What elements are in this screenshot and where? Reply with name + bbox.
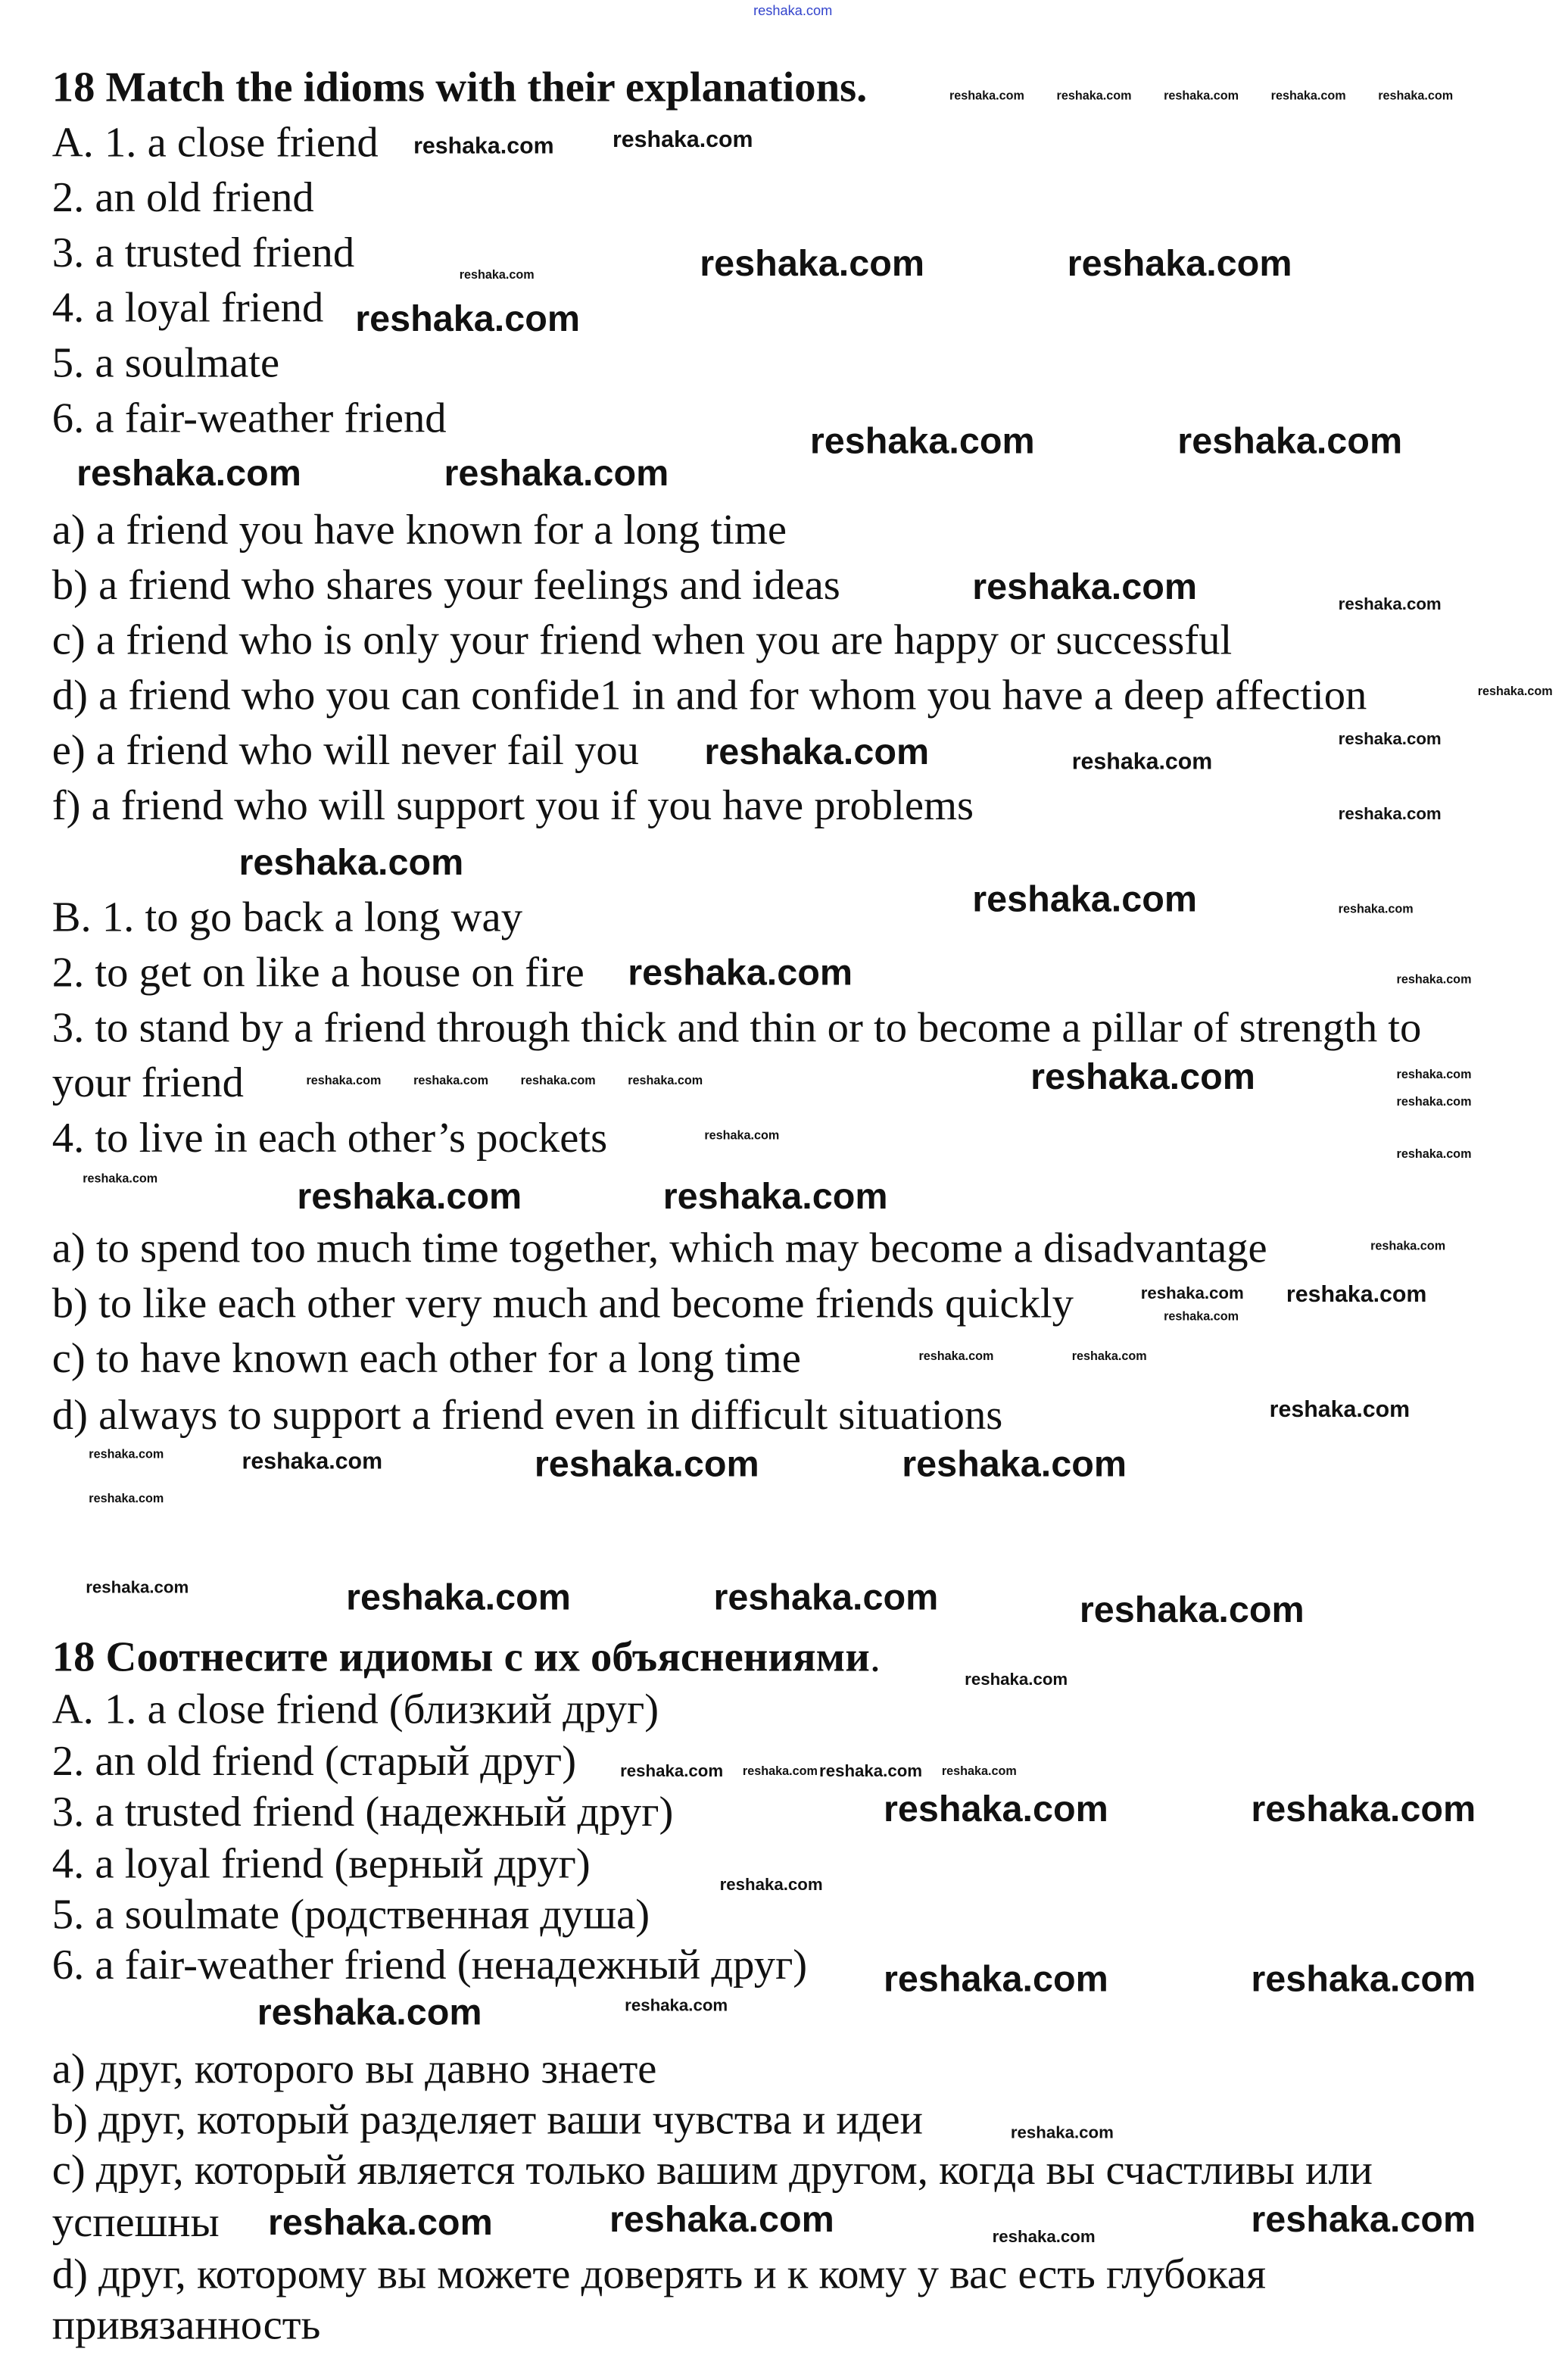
watermark: reshaka.com bbox=[972, 878, 1198, 921]
watermark: reshaka.com bbox=[742, 1764, 818, 1779]
watermark: reshaka.com bbox=[1071, 1349, 1147, 1364]
idiom-a1: A. 1. a close friend bbox=[51, 119, 379, 167]
idiom-a4: 4. a loyal friend bbox=[51, 285, 324, 332]
idiom-b3-cont: your friend bbox=[51, 1059, 244, 1108]
watermark: reshaka.com bbox=[1164, 89, 1239, 103]
watermark: reshaka.com bbox=[1140, 1284, 1244, 1304]
watermark: reshaka.com bbox=[704, 731, 930, 774]
exercise-heading: 18 Match the idioms with their explanations. bbox=[51, 64, 868, 112]
watermark: reshaka.com bbox=[625, 1997, 728, 2016]
watermark: reshaka.com bbox=[883, 1789, 1108, 1830]
watermark: reshaka.com bbox=[1338, 902, 1414, 916]
watermark: reshaka.com bbox=[1270, 89, 1346, 103]
watermark: reshaka.com bbox=[1396, 1146, 1472, 1162]
watermark: reshaka.com bbox=[1056, 89, 1132, 103]
watermark: reshaka.com bbox=[918, 1349, 994, 1364]
watermark: reshaka.com bbox=[257, 1992, 482, 2034]
ru-explanation-a: a) друг, которого вы давно знаете bbox=[51, 2046, 657, 2094]
watermark: reshaka.com bbox=[662, 1176, 888, 1218]
watermark: reshaka.com bbox=[1071, 749, 1213, 775]
ru-explanation-d-cont: привязанность bbox=[51, 2301, 321, 2350]
watermark: reshaka.com bbox=[719, 1876, 823, 1895]
watermark: reshaka.com bbox=[809, 421, 1035, 463]
watermark: reshaka.com bbox=[413, 1073, 489, 1087]
ru-idiom-6: 6. a fair-weather friend (ненадежный друг) bbox=[51, 1942, 808, 1990]
russian-heading-period: . bbox=[869, 1634, 881, 1682]
explanation-b-c: c) to have known each other for a long time bbox=[51, 1335, 801, 1383]
explanation-a-b: b) a friend who shares your feelings and ideas bbox=[51, 562, 840, 610]
explanation-a-f: f) a friend who will support you if you have problems bbox=[51, 782, 974, 831]
ru-idiom-2: 2. an old friend (старый друг) bbox=[51, 1738, 577, 1786]
explanation-a-c: c) a friend who is only your friend when you are happy or successful bbox=[51, 617, 1233, 665]
watermark: reshaka.com bbox=[965, 1670, 1068, 1689]
watermark: reshaka.com bbox=[242, 1449, 383, 1475]
watermark: reshaka.com bbox=[1177, 421, 1403, 463]
idiom-b3: 3. to stand by a friend through thick and thin or to become a pillar of strength to bbox=[51, 1004, 1422, 1053]
ru-explanation-c-cont: успешны bbox=[51, 2199, 220, 2247]
watermark: reshaka.com bbox=[1396, 1095, 1472, 1109]
watermark: reshaka.com bbox=[355, 298, 581, 340]
ru-explanation-b: b) друг, который разделяет ваши чувства и идеи bbox=[51, 2096, 923, 2144]
watermark: reshaka.com bbox=[949, 89, 1024, 103]
ru-idiom-5: 5. a soulmate (родственная душа) bbox=[51, 1891, 650, 1939]
watermark: reshaka.com bbox=[1251, 1789, 1476, 1830]
watermark: reshaka.com bbox=[700, 243, 925, 285]
watermark: reshaka.com bbox=[1338, 730, 1442, 750]
watermark: reshaka.com bbox=[972, 566, 1198, 608]
watermark: reshaka.com bbox=[83, 1171, 158, 1186]
watermark: reshaka.com bbox=[413, 133, 554, 160]
watermark: reshaka.com bbox=[620, 1762, 724, 1782]
ru-explanation-d: d) друг, которому вы можете доверять и к кому у вас есть глубокая bbox=[51, 2251, 1267, 2299]
watermark: reshaka.com bbox=[89, 1491, 164, 1506]
watermark: reshaka.com bbox=[1378, 89, 1454, 103]
watermark: reshaka.com bbox=[1396, 1067, 1472, 1081]
watermark: reshaka.com bbox=[1164, 1309, 1239, 1324]
watermark: reshaka.com bbox=[297, 1176, 522, 1218]
watermark: reshaka.com bbox=[520, 1073, 596, 1087]
explanation-b-a: a) to spend too much time together, which may become a disadvantage bbox=[51, 1225, 1267, 1273]
watermark: reshaka.com bbox=[1251, 1958, 1476, 2001]
ru-idiom-4: 4. a loyal friend (верный друг) bbox=[51, 1841, 591, 1889]
watermark: reshaka.com bbox=[86, 1579, 189, 1598]
watermark: reshaka.com bbox=[346, 1577, 571, 1619]
explanation-a-e: e) a friend who will never fail you bbox=[51, 727, 640, 775]
explanation-b-d: d) always to support a friend even in difficult situations bbox=[51, 1392, 1003, 1440]
watermark: reshaka.com bbox=[902, 1444, 1127, 1486]
idiom-b2: 2. to get on like a house on fire bbox=[51, 949, 584, 997]
idiom-a5: 5. a soulmate bbox=[51, 339, 280, 388]
watermark: reshaka.com bbox=[459, 267, 535, 282]
explanation-a-d: d) a friend who you can confide1 in and for whom you have a deep affection bbox=[51, 672, 1367, 720]
explanation-a-a: a) a friend you have known for a long time bbox=[51, 507, 787, 555]
watermark: reshaka.com bbox=[1286, 1281, 1427, 1309]
russian-heading bbox=[52, 1634, 881, 1683]
watermark: reshaka.com bbox=[1370, 1239, 1446, 1253]
idiom-a3: 3. a trusted friend bbox=[51, 229, 355, 278]
watermark: reshaka.com bbox=[628, 952, 853, 994]
idiom-a2: 2. an old friend bbox=[51, 174, 314, 223]
watermark: reshaka.com bbox=[1010, 2124, 1114, 2143]
ru-idiom-3: 3. a trusted friend (надежный друг) bbox=[51, 1789, 674, 1836]
watermark: reshaka.com bbox=[1338, 805, 1442, 825]
watermark: reshaka.com bbox=[1338, 595, 1442, 615]
watermark: reshaka.com bbox=[819, 1762, 923, 1782]
watermark: reshaka.com bbox=[1067, 243, 1292, 285]
watermark: reshaka.com bbox=[1269, 1396, 1411, 1423]
explanation-b-b: b) to like each other very much and become friends quickly bbox=[51, 1280, 1074, 1328]
watermark: reshaka.com bbox=[609, 2199, 834, 2241]
watermark: reshaka.com bbox=[613, 126, 753, 154]
idiom-a6: 6. a fair-weather friend bbox=[51, 395, 447, 443]
watermark: reshaka.com bbox=[267, 2202, 493, 2244]
russian-heading-text: 18 Соотнесите идиомы с их объяснениями bbox=[51, 1634, 870, 1682]
watermark: reshaka.com bbox=[713, 1577, 939, 1619]
ru-explanation-c: c) друг, который является только вашим другом, когда вы счастливы или bbox=[51, 2147, 1373, 2195]
watermark: reshaka.com bbox=[992, 2228, 1096, 2247]
site-link[interactable]: reshaka.com bbox=[753, 3, 833, 19]
watermark: reshaka.com bbox=[1477, 685, 1553, 699]
watermark: reshaka.com bbox=[1251, 2199, 1476, 2241]
watermark: reshaka.com bbox=[628, 1073, 703, 1087]
watermark: reshaka.com bbox=[1030, 1056, 1255, 1099]
ru-idiom-1: A. 1. a close friend (близкий друг) bbox=[51, 1686, 659, 1734]
idiom-b4: 4. to live in each other’s pockets bbox=[51, 1115, 608, 1163]
watermark: reshaka.com bbox=[306, 1073, 382, 1087]
idiom-b1: B. 1. to go back a long way bbox=[51, 894, 523, 942]
watermark: reshaka.com bbox=[89, 1447, 164, 1461]
watermark: reshaka.com bbox=[76, 453, 301, 495]
watermark: reshaka.com bbox=[1396, 972, 1472, 987]
watermark: reshaka.com bbox=[444, 453, 669, 495]
watermark: reshaka.com bbox=[1079, 1589, 1305, 1631]
watermark: reshaka.com bbox=[704, 1128, 780, 1143]
watermark: reshaka.com bbox=[941, 1764, 1017, 1779]
watermark: reshaka.com bbox=[238, 842, 464, 884]
watermark: reshaka.com bbox=[883, 1958, 1108, 2001]
watermark: reshaka.com bbox=[534, 1444, 759, 1486]
